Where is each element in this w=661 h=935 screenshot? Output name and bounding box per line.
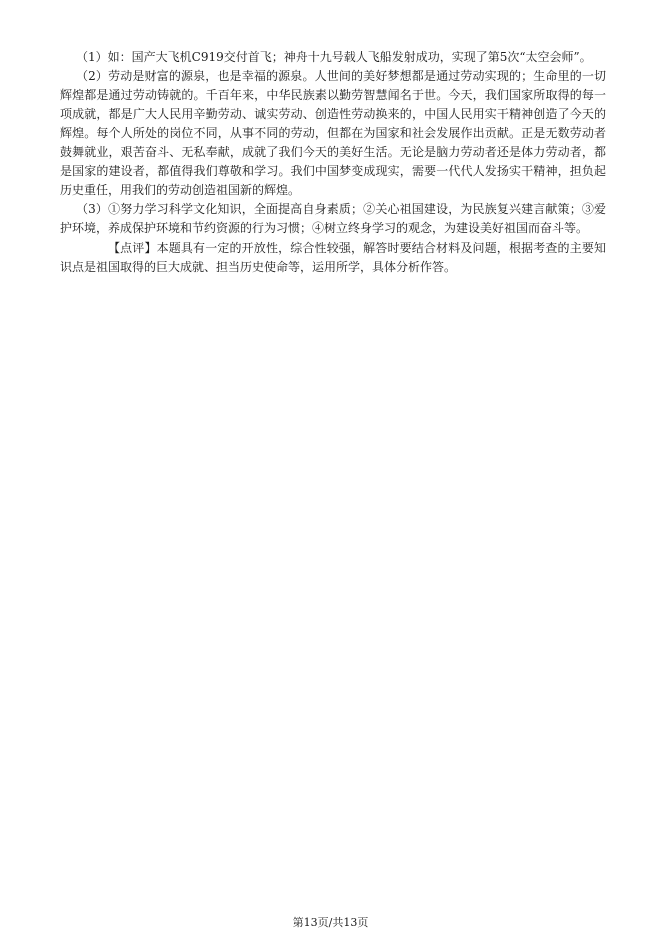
answer-1: （1）如：国产大飞机C919交付首飞；神舟十九号载人飞船发射成功，实现了第5次“太空会师”。 <box>76 50 592 64</box>
answer-2: （2）劳动是财富的源泉，也是幸福的源泉。人世间的美好梦想都是通过劳动实现的；生命里的一切辉煌都是通过劳动铸就的。千百年来，中华民族素以勤劳智慧闻名于世。今天，我们国家所取得的每一项成就，都是广大人民用辛勤劳动、诚实劳动、创造性劳动换来的，中国人民用实干精神创造了今天的辉煌。每个人所处的岗位不同，从事不同的劳动，但都在为国家和社会发展作出贡献。正是无数劳动者鼓舞就业，艰苦奋斗、无私奉献，成就了我们今天的美好生活。无论是脑力劳动者还是体力劳动者，都是国家的建设者，都值得我们尊敬和学习。我们中国梦变成现实，需要一代代人发扬实干精神，担负起历史重任，用我们的劳动创造祖国新的辉煌。 <box>60 69 606 197</box>
page-footer <box>0 916 661 930</box>
page-number-label: 第13页/共13页 <box>292 916 369 929</box>
answer-content <box>60 48 606 277</box>
answer-3: （3）①努力学习科学文化知识，全面提高自身素质；②关心祖国建设，为民族复兴建言献策；③爱护环境，养成保护环境和节约资源的行为习惯；④树立终身学习的观念，为建设美好祖国而奋斗等。 <box>60 202 606 235</box>
comment-paragraph: 【点评】本题具有一定的开放性，综合性较强，解答时要结合材料及问题，根据考查的主要知识点是祖国取得的巨大成就、担当历史使命等，运用所学，具体分析作答。 <box>60 241 606 274</box>
